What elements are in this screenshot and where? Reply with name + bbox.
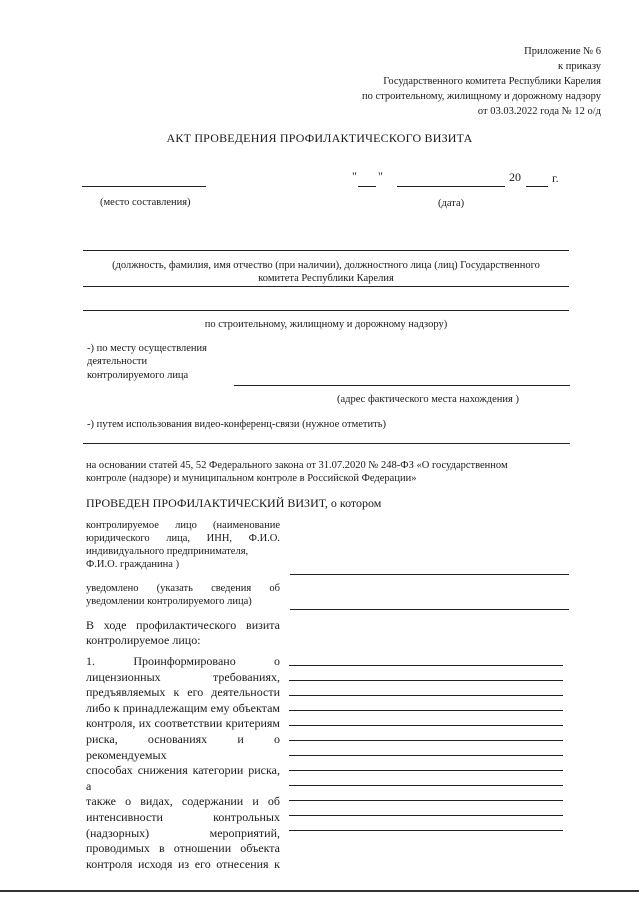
controlled-line-4: Ф.И.О. гражданина ) [86,559,180,570]
answer-line[interactable] [289,800,563,801]
item1-line: предъявляемых к его деятельности [86,685,280,700]
answer-line[interactable] [289,740,563,741]
item1-block [86,654,280,872]
conducted-heading: ПРОВЕДЕН ПРОФИЛАКТИЧЕСКИЙ ВИЗИТ, о котором [86,496,382,510]
official-field-3[interactable] [83,310,569,311]
answer-line[interactable] [289,695,563,696]
location-line-1: -) по месту осуществления [87,343,207,354]
item1-line: способах снижения категории риска, а [86,763,280,793]
item1-line: лицензионных требованиях, [86,669,280,684]
date-caption: (дата) [438,198,465,209]
header-line-1: Приложение № 6 [524,46,601,57]
answer-line[interactable] [289,665,563,666]
item1-line: контроля, их соответствии критериям [86,716,280,731]
place-field[interactable] [82,186,206,187]
notified-line-2: уведомлении контролируемого лица) [86,596,252,607]
item1-line: также о видах, содержании и об [86,794,280,809]
quote-open: " [352,169,357,183]
year-field[interactable] [526,186,548,187]
official-field[interactable] [83,250,569,251]
notified-line-1: уведомлено (указать сведения об [86,583,280,594]
answer-line[interactable] [289,680,563,681]
official-field-2[interactable] [83,286,569,287]
document-title: АКТ ПРОВЕДЕНИЯ ПРОФИЛАКТИЧЕСКОГО ВИЗИТА [166,131,473,145]
header-line-4: по строительному, жилищному и дорожному надзору [361,91,601,102]
answer-line[interactable] [289,710,563,711]
answer-line[interactable] [289,785,563,786]
header-line-3: Государственного комитета Республики Карелия [383,76,601,87]
during-block [86,619,280,647]
during-line-2: контролируемое лицо: [86,633,201,647]
header-line-5: от 03.03.2022 года № 12 о/д [477,106,601,117]
during-line-1: В ходе профилактического визита [86,618,280,632]
day-field[interactable] [358,186,376,187]
basis-line-1: на основании статей 45, 52 Федерального закона от 31.07.2020 № 248-ФЗ «О государственном [86,460,508,471]
controlled-line-1: контролируемое лицо (наименование [86,520,280,531]
year-prefix: 20 [509,170,521,184]
item1-line: риска, основаниях и о рекомендуемых [86,731,280,762]
answer-line[interactable] [289,725,563,726]
answer-line[interactable] [289,770,563,771]
item1-line: 1. Проинформировано о [86,654,280,668]
item1-line: (надзорных) мероприятий, [86,825,280,840]
quote-close: " [378,169,383,183]
location-line-3: контролируемого лица [87,370,189,381]
location-line-2: деятельности [87,356,148,367]
controlled-person-field[interactable] [290,574,569,575]
item1-line: проводимых в отношении объекта [86,841,280,856]
item1-line: либо к принадлежащим ему объектам [86,700,280,715]
notified-field[interactable] [290,609,569,610]
controlled-line-2: юридического лица, ИНН, Ф.И.О. [86,533,280,544]
video-option[interactable]: -) путем использования видео-конференц-связи (нужное отметить) [87,419,386,430]
place-caption: (место составления) [100,197,191,208]
year-suffix: г. [552,171,559,185]
page-bottom-edge [0,890,639,892]
month-field[interactable] [397,186,505,187]
address-caption: (адрес фактического места нахождения ) [337,394,519,405]
official-caption-3: по строительному, жилищному и дорожному надзору) [204,319,448,330]
notified-block [86,582,280,608]
answer-line[interactable] [289,830,563,831]
answer-line[interactable] [289,815,563,816]
address-field[interactable] [234,385,570,386]
official-caption-2: комитета Республики Карелия [258,273,394,284]
divider-line [83,443,570,444]
appendix-header [301,45,601,118]
official-caption-1: (должность, фамилия, имя отчество (при наличии), должностного лица (лиц) Государственного [112,260,540,271]
answer-line[interactable] [289,755,563,756]
basis-line-2: контроле (надзоре) и муниципальном контроле в Российской Федерации» [86,473,417,484]
controlled-person-block [86,519,280,571]
controlled-line-3: индивидуального предпринимателя, [86,546,249,557]
header-line-2: к приказу [558,61,601,72]
item1-line: контроля исходя из его отнесения к [86,856,280,871]
item1-line: интенсивности контрольных [86,809,280,824]
